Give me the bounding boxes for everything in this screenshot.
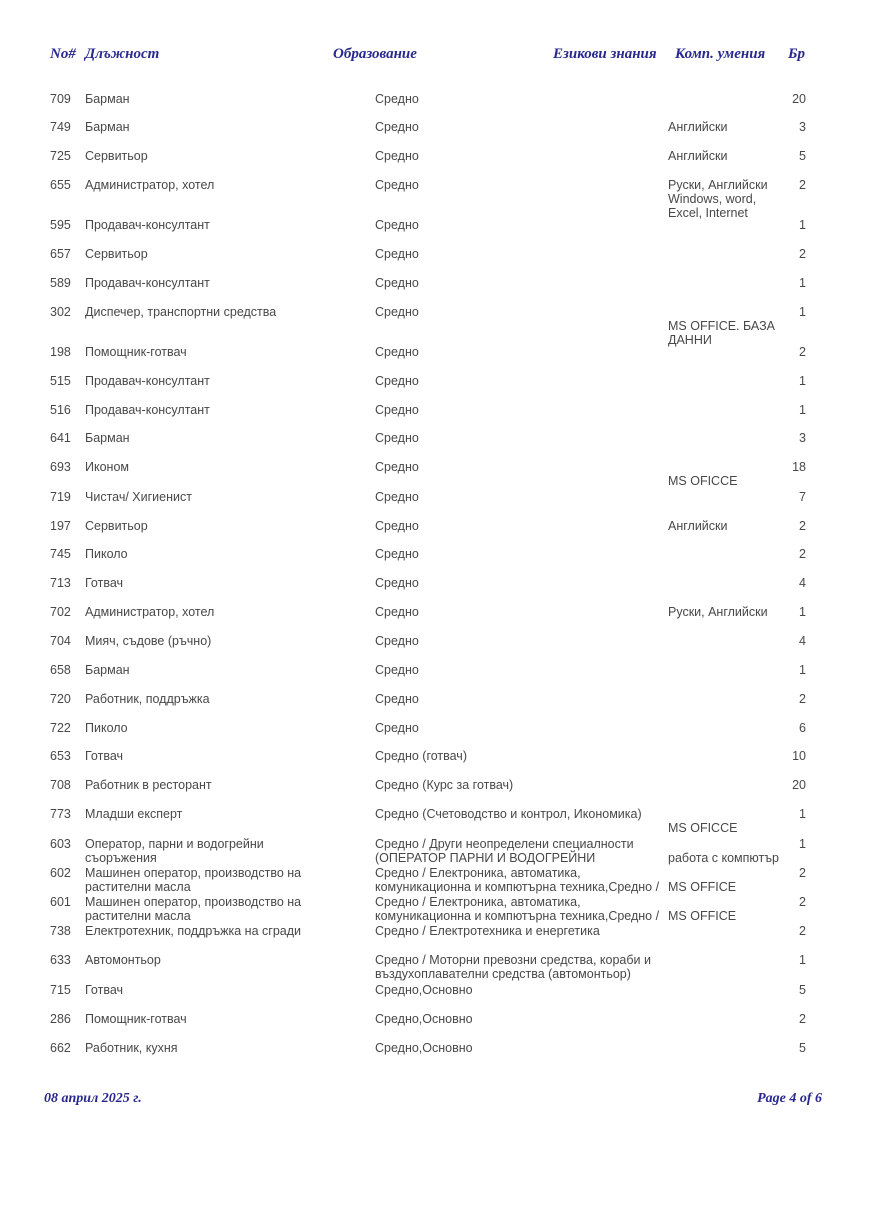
cell-education: Средно xyxy=(375,547,419,561)
cell-no: 713 xyxy=(50,576,71,590)
cell-count: 4 xyxy=(799,634,806,648)
table-row xyxy=(0,276,870,305)
cell-position: Барман xyxy=(85,431,130,445)
cell-count: 2 xyxy=(799,547,806,561)
cell-education: Средно (Курс за готвач) xyxy=(375,778,514,792)
cell-no: 658 xyxy=(50,663,71,677)
cell-count: 1 xyxy=(799,953,806,967)
cell-count: 2 xyxy=(799,692,806,706)
cell-education: Средно xyxy=(375,634,419,648)
cell-no: 655 xyxy=(50,178,71,192)
table-row xyxy=(0,983,870,1012)
cell-no: 653 xyxy=(50,749,71,763)
cell-computer-skills: работа с компютър xyxy=(668,851,779,865)
cell-computer-skills: MS OFFICE. БАЗА ДАННИ xyxy=(668,319,776,347)
table-row xyxy=(0,749,870,778)
cell-education: Средно xyxy=(375,345,419,359)
cell-position: Продавач-консултант xyxy=(85,403,210,417)
cell-education: Средно xyxy=(375,490,419,504)
cell-no: 286 xyxy=(50,1012,71,1026)
cell-count: 2 xyxy=(799,247,806,261)
cell-position: Пиколо xyxy=(85,547,128,561)
cell-count: 1 xyxy=(799,605,806,619)
footer-page-number: Page 4 of 6 xyxy=(757,1091,822,1106)
table-row xyxy=(0,178,870,218)
table-row xyxy=(0,692,870,721)
cell-count: 1 xyxy=(799,276,806,290)
cell-education: Средно xyxy=(375,178,419,192)
cell-no: 745 xyxy=(50,547,71,561)
table-row xyxy=(0,547,870,576)
header-languages: Езикови знания xyxy=(553,46,657,62)
table-row xyxy=(0,1041,870,1091)
footer-date: 08 април 2025 г. xyxy=(44,1091,142,1106)
cell-position: Пиколо xyxy=(85,721,128,735)
header-no: No# xyxy=(50,46,76,62)
cell-no: 641 xyxy=(50,431,71,445)
cell-education: Средно xyxy=(375,663,419,677)
cell-no: 725 xyxy=(50,149,71,163)
cell-no: 704 xyxy=(50,634,71,648)
cell-position: Продавач-консултант xyxy=(85,218,210,232)
cell-no: 722 xyxy=(50,721,71,735)
table-row xyxy=(0,149,870,178)
table-row xyxy=(0,490,870,519)
table-row xyxy=(0,519,870,547)
cell-education: Средно xyxy=(375,305,419,319)
cell-position: Сервитьор xyxy=(85,247,148,261)
cell-position: Барман xyxy=(85,663,130,677)
cell-position: Диспечер, транспортни средства xyxy=(85,305,277,319)
table-row xyxy=(0,403,870,431)
cell-position: Чистач/ Хигиенист xyxy=(85,490,192,504)
cell-count: 1 xyxy=(799,663,806,677)
table-row xyxy=(0,605,870,634)
cell-education: Средно / Други неопределени специалности (ОПЕРАТОР ПАРНИ И ВОДОГРЕЙНИ xyxy=(375,837,634,865)
cell-education: Средно xyxy=(375,460,419,474)
table-row xyxy=(0,120,870,149)
cell-no: 595 xyxy=(50,218,71,232)
cell-education: Средно xyxy=(375,276,419,290)
cell-count: 1 xyxy=(799,403,806,417)
cell-computer-skills: MS OFFICE xyxy=(668,880,737,894)
table-body xyxy=(0,92,870,1091)
cell-count: 2 xyxy=(799,924,806,938)
header-position: Длъжност xyxy=(85,46,160,62)
cell-education: Средно xyxy=(375,149,419,163)
table-row xyxy=(0,778,870,807)
cell-education: Средно,Основно xyxy=(375,983,473,997)
header-computer-skills: Комп. умения xyxy=(675,46,766,62)
cell-count: 2 xyxy=(799,866,806,880)
cell-count: 6 xyxy=(799,721,806,735)
cell-no: 749 xyxy=(50,120,71,134)
table-row xyxy=(0,895,870,924)
cell-position: Машинен оператор, производство на растителни масла xyxy=(85,866,302,894)
cell-no: 693 xyxy=(50,460,71,474)
cell-education: Средно (Счетоводство и контрол, Икономика) xyxy=(375,807,642,821)
cell-education: Средно xyxy=(375,403,419,417)
cell-education: Средно / Електроника, автоматика, комуникационна и компютърна техника,Средно / xyxy=(375,866,660,894)
cell-count: 2 xyxy=(799,345,806,359)
cell-no: 633 xyxy=(50,953,71,967)
cell-education: Средно / Моторни превозни средства, кораби и въздухоплавателни средства (автомонтьор) xyxy=(375,953,651,981)
cell-education: Средно,Основно xyxy=(375,1012,473,1026)
cell-languages: Английски xyxy=(668,149,728,163)
cell-count: 20 xyxy=(792,92,806,106)
cell-no: 198 xyxy=(50,345,71,359)
page-footer xyxy=(44,1091,822,1107)
cell-no: 709 xyxy=(50,92,71,106)
cell-count: 4 xyxy=(799,576,806,590)
cell-position: Работник, кухня xyxy=(85,1041,178,1055)
cell-education: Средно xyxy=(375,120,419,134)
cell-count: 5 xyxy=(799,1041,806,1055)
cell-computer-skills: Windows, word, Excel, Internet xyxy=(668,192,757,220)
cell-education: Средно xyxy=(375,576,419,590)
cell-no: 602 xyxy=(50,866,71,880)
cell-computer-skills: MS OFFICE xyxy=(668,909,737,923)
cell-count: 2 xyxy=(799,178,806,192)
cell-no: 715 xyxy=(50,983,71,997)
table-header xyxy=(0,46,870,64)
cell-no: 603 xyxy=(50,837,71,851)
cell-education: Средно xyxy=(375,692,419,706)
cell-education: Средно / Електроника, автоматика, комуникационна и компютърна техника,Средно / xyxy=(375,895,660,923)
table-row xyxy=(0,866,870,895)
cell-no: 589 xyxy=(50,276,71,290)
cell-education: Средно (готвач) xyxy=(375,749,467,763)
cell-position: Работник в ресторант xyxy=(85,778,212,792)
cell-position: Сервитьор xyxy=(85,519,148,533)
cell-position: Продавач-консултант xyxy=(85,374,210,388)
table-row xyxy=(0,721,870,749)
cell-education: Средно / Електротехника и енергетика xyxy=(375,924,600,938)
cell-no: 515 xyxy=(50,374,71,388)
cell-count: 10 xyxy=(792,749,806,763)
cell-count: 1 xyxy=(799,374,806,388)
cell-position: Работник, поддръжка xyxy=(85,692,210,706)
table-row xyxy=(0,431,870,460)
table-row xyxy=(0,305,870,345)
cell-position: Автомонтьор xyxy=(85,953,161,967)
cell-count: 1 xyxy=(799,807,806,821)
cell-education: Средно xyxy=(375,605,419,619)
cell-count: 1 xyxy=(799,305,806,319)
cell-count: 18 xyxy=(792,460,806,474)
cell-no: 516 xyxy=(50,403,71,417)
cell-count: 1 xyxy=(799,837,806,851)
cell-no: 738 xyxy=(50,924,71,938)
cell-count: 5 xyxy=(799,149,806,163)
cell-languages: Руски, Английски xyxy=(668,178,768,192)
table-row xyxy=(0,247,870,276)
cell-education: Средно xyxy=(375,218,419,232)
cell-position: Електротехник, поддръжка на сгради xyxy=(85,924,302,938)
cell-no: 662 xyxy=(50,1041,71,1055)
cell-position: Готвач xyxy=(85,749,124,763)
cell-position: Иконом xyxy=(85,460,129,474)
cell-position: Помощник-готвач xyxy=(85,1012,187,1026)
table-row xyxy=(0,924,870,953)
cell-languages: Английски xyxy=(668,519,728,533)
cell-no: 720 xyxy=(50,692,71,706)
table-row xyxy=(0,92,870,120)
cell-no: 302 xyxy=(50,305,71,319)
cell-count: 3 xyxy=(799,120,806,134)
cell-no: 773 xyxy=(50,807,71,821)
cell-no: 719 xyxy=(50,490,71,504)
cell-position: Продавач-консултант xyxy=(85,276,210,290)
table-row xyxy=(0,953,870,983)
cell-education: Средно xyxy=(375,374,419,388)
cell-education: Средно,Основно xyxy=(375,1041,473,1055)
cell-no: 601 xyxy=(50,895,71,909)
cell-education: Средно xyxy=(375,92,419,106)
cell-position: Младши експерт xyxy=(85,807,183,821)
cell-count: 5 xyxy=(799,983,806,997)
table-row xyxy=(0,576,870,605)
cell-education: Средно xyxy=(375,431,419,445)
table-row xyxy=(0,1012,870,1041)
header-count: Бр xyxy=(788,46,806,62)
cell-count: 7 xyxy=(799,490,806,504)
cell-position: Помощник-готвач xyxy=(85,345,187,359)
cell-languages: Английски xyxy=(668,120,728,134)
cell-position: Машинен оператор, производство на растителни масла xyxy=(85,895,302,923)
cell-position: Готвач xyxy=(85,576,124,590)
table-row xyxy=(0,807,870,837)
cell-position: Оператор, парни и водогрейни съоръжения xyxy=(85,837,264,865)
table-row xyxy=(0,345,870,374)
header-education: Образование xyxy=(333,46,417,62)
cell-count: 3 xyxy=(799,431,806,445)
cell-position: Мияч, съдове (ръчно) xyxy=(85,634,212,648)
cell-position: Администратор, хотел xyxy=(85,178,215,192)
cell-no: 708 xyxy=(50,778,71,792)
cell-position: Барман xyxy=(85,120,130,134)
cell-count: 2 xyxy=(799,519,806,533)
cell-position: Сервитьор xyxy=(85,149,148,163)
cell-count: 2 xyxy=(799,1012,806,1026)
table-row xyxy=(0,634,870,663)
cell-computer-skills: MS OFICCE xyxy=(668,821,738,835)
cell-position: Готвач xyxy=(85,983,124,997)
cell-computer-skills: MS OFICCE xyxy=(668,474,738,488)
cell-no: 702 xyxy=(50,605,71,619)
cell-no: 197 xyxy=(50,519,71,533)
cell-education: Средно xyxy=(375,519,419,533)
table-row xyxy=(0,218,870,247)
table-row xyxy=(0,374,870,403)
cell-education: Средно xyxy=(375,721,419,735)
cell-count: 2 xyxy=(799,895,806,909)
cell-position: Администратор, хотел xyxy=(85,605,215,619)
cell-count: 1 xyxy=(799,218,806,232)
cell-count: 20 xyxy=(792,778,806,792)
table-row xyxy=(0,460,870,490)
table-row xyxy=(0,837,870,866)
cell-languages: Руски, Английски xyxy=(668,605,768,619)
table-row xyxy=(0,663,870,692)
cell-education: Средно xyxy=(375,247,419,261)
cell-no: 657 xyxy=(50,247,71,261)
cell-position: Барман xyxy=(85,92,130,106)
